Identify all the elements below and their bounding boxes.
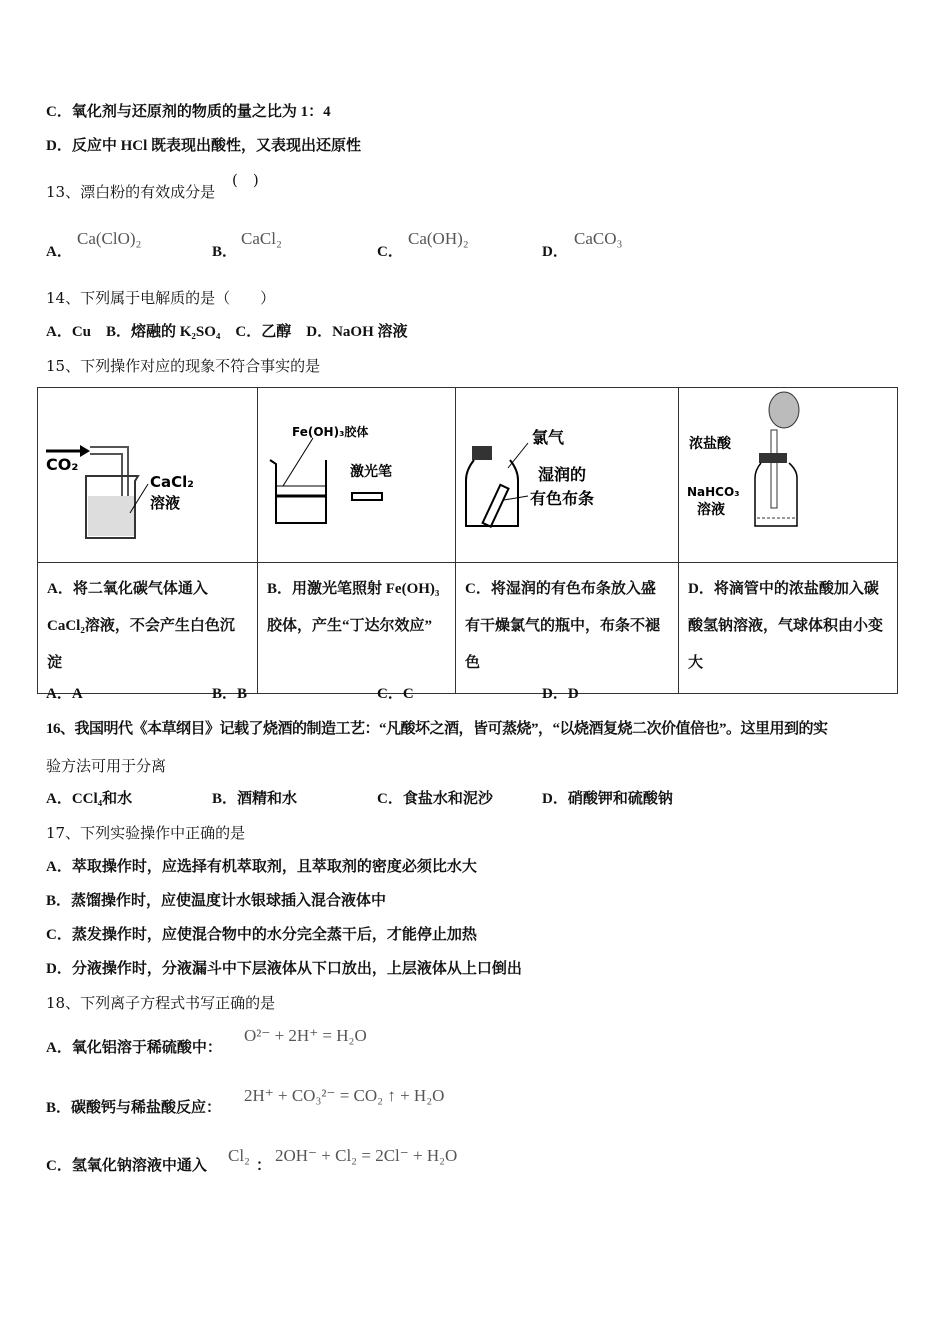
q15-cell-c: C．将湿润的有色布条放入盛有干燥氯气的瓶中，布条不褪色 [456,563,679,694]
q17-option-b: B．蒸馏操作时，应使温度计水银球插入混合液体中 [46,893,387,909]
q18-a-equation: O²⁻ + 2H⁺ = H₂O [244,1026,367,1045]
q15-cell-d: D．将滴管中的浓盐酸加入碳酸氢钠溶液，气球体积由小变大 [679,563,898,694]
figure-co2-cacl2 [38,388,258,563]
q18-a-label: A．氧化铝溶于稀硫酸中： [46,1040,222,1056]
q18-c-label: C．氢氧化钠溶液中通入 [46,1158,207,1174]
q15-option-d: D．D [542,686,579,702]
q13-b-formula: CaCl₂ [241,229,282,248]
q18-b-equation: 2H⁺ + CO₃²⁻ = CO₂ ↑ + H₂O [244,1086,445,1105]
figure-colloid-laser [258,388,456,563]
q13-stem: 13、漂白粉的有效成分是 [46,183,216,201]
label-cacl2: CaCl₂ [150,473,194,491]
q15-stem: 15、下列操作对应的现象不符合事实的是 [46,357,321,375]
label-nahco3: NaHCO₃ [687,485,740,499]
q18-stem: 18、下列离子方程式书写正确的是 [46,994,276,1012]
label-feoh3-colloid: Fe(OH)₃胶体 [292,425,369,439]
label-solution: 溶液 [150,494,181,512]
q18-b-label: B．碳酸钙与稀盐酸反应： [46,1100,222,1116]
q16-option-b: B．酒精和水 [212,791,298,807]
q13-c-label: C． [377,244,403,260]
figure-chlorine-bottle [456,388,679,563]
q16-option-c: C．食盐水和泥沙 [377,791,493,807]
label-colored-cloth: 有色布条 [530,489,595,508]
q13-a-formula: Ca(ClO)₂ [77,229,142,248]
q13-c-formula: Ca(OH)₂ [408,229,469,248]
q16-option-a: A．CCl₄和水 [46,791,133,807]
figure-balloon-bottle [679,388,898,563]
q18-c-equation: 2OH⁻ + Cl₂ = 2Cl⁻ + H₂O [275,1146,458,1165]
q16-stem-line1: 16、我国明代《本草纲目》记载了烧酒的制造工艺：“凡酸坏之酒，皆可蒸烧”，“以烧酒复烧二次价值倍也”。这里用到的实 [46,721,828,737]
q16-stem-line2: 验方法可用于分离 [46,757,167,775]
q15-cell-a: A．将二氧化碳气体通入 CaCl₂溶液，不会产生白色沉淀 [38,563,258,694]
label-chlorine: 氯气 [532,428,565,447]
q16-option-d: D．硝酸钾和硫酸钠 [542,791,673,807]
q17-stem: 17、下列实验操作中正确的是 [46,824,246,842]
label-nahco3-solution: 溶液 [697,502,725,518]
q17-option-d: D．分液操作时，分液漏斗中下层液体从下口放出，上层液体从上口倒出 [46,961,522,977]
q15-table [37,387,898,694]
label-conc-hcl: 浓盐酸 [689,436,731,452]
q15-option-b: B．B [212,686,248,702]
label-moist: 湿润的 [538,465,587,484]
q17-option-c: C．蒸发操作时，应使混合物中的水分完全蒸干后，才能停止加热 [46,927,477,943]
q13-b-label: B． [212,244,238,260]
q18-c-label-formula: Cl₂ [228,1146,250,1165]
q12-option-d: D．反应中 HCl 既表现出酸性，又表现出还原性 [46,138,362,154]
q17-option-a: A．萃取操作时，应选择有机萃取剂，且萃取剂的密度必须比水大 [46,859,477,875]
q12-option-c: C．氧化剂与还原剂的物质的量之比为 1：4 [46,104,331,120]
q14-stem: 14、下列属于电解质的是（ ） [46,289,276,307]
label-co2: CO₂ [46,455,79,474]
q18-c-label-end: ： [256,1158,272,1174]
q13-paren: ( ) [232,171,259,189]
label-laser-pen: 激光笔 [350,464,392,480]
q15-option-a: A．A [46,686,83,702]
q15-option-c: C．C [377,686,414,702]
q13-d-label: D． [542,244,568,260]
q14-options: A．Cu B．熔融的 K₂SO₄ C．乙醇 D．NaOH 溶液 [46,324,408,340]
q13-d-formula: CaCO₃ [574,229,623,248]
q15-cell-b: B．用激光笔照射 Fe(OH)₃胶体，产生“丁达尔效应” [258,563,456,694]
q13-a-label: A． [46,244,72,260]
